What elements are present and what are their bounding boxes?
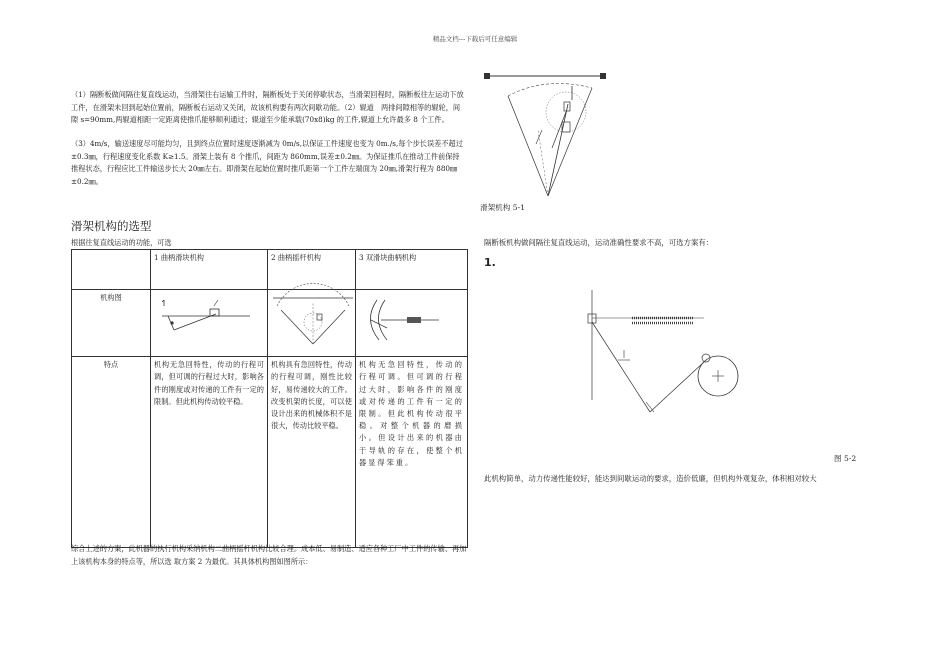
mechanism-comparison-table	[71, 249, 468, 548]
figure-5-2-caption: 图 5-2	[834, 454, 857, 463]
row-label-diagram: 机构图	[72, 290, 151, 357]
double-slider-crank-diagram	[359, 292, 463, 348]
conclusion-paragraph: 综合上述的方案，此机器的执行机构采纳机构二曲柄摇杆机构比较合理。成本低、易制造、适应各种工厂中工件的传输、再加上该机构本身的特点等，所以选 取方案 2 为最优。其具体机构图如图所示：	[71, 544, 467, 566]
page-header: 精品文档---下载后可任意编辑	[432, 35, 518, 43]
requirements-paragraph-2: （3）4m/s，输送速度尽可能均匀，且到终点位置时速度逐渐减为 0m/s,以保证工件速度也变为 0m./s,每个步长误差不超过±0.3㎜，行程速度变化系数 K≥1.5。滑架上装有 8 个推爪，间距为 860mm,误差±0.2㎜。为保证推爪在推动工件前保持推程状态，行程应比工件输送步长大 20㎜左右。即滑架在起始位置时推爪距第一个工件左端面为 20㎜,滑架行程为 880㎜±0.2㎜。	[71, 139, 463, 186]
table-feature-row	[72, 357, 468, 548]
table-header-cell: 2 曲柄摇杆机构	[268, 250, 356, 290]
table-diagram-row	[72, 290, 468, 357]
diagram-cell-1	[151, 290, 268, 357]
diagram-cell-2	[268, 290, 356, 357]
requirements-paragraph-1: （1）隔断板做间隔往复直线运动，当滑架往右运输工件时，隔断板处于关闭停歇状态，当滑架回程时，隔断板往左运动下放工件，在滑架未回到起始位置前，隔断板右运动又关闭，故该机构要有两次间歇功能。（2）辊道 两排间隙相等的辊轮，间隙 s=90mm,两辊道相距一定距离使推爪能够顺利通过；辊道至少能承载(70x8)kg 的工件,辊道上允许最多 8 个工件。	[71, 90, 464, 125]
option-number: 1.	[484, 256, 496, 269]
table-header-cell: 1 曲柄滑块机构	[151, 250, 268, 290]
section-title: 滑架机构的选型	[71, 219, 152, 233]
diagram-cell-3	[356, 290, 468, 357]
partition-mechanism-figure-5-2	[576, 290, 746, 420]
table-header-row	[72, 250, 468, 290]
table-header-cell	[72, 250, 151, 290]
slider-crank-diagram	[154, 292, 264, 342]
intro-text: 根据往复直线运动的功能，可选	[71, 238, 172, 247]
feature-cell: 机构无急回特性，传动的行程可调，但可调的行程过大时，影响各件的刚度或对传递的工件有一定的限制。但此机构传动较平稳。	[151, 357, 268, 548]
table-header-cell: 3 双滑块曲柄机构	[356, 250, 468, 290]
mechanism-evaluation-text: 此机构简单，动力传递性能较好，能达到间歇运动的要求，造价低廉，但机构外观复杂，体积相对较大	[484, 474, 817, 483]
figure-5-1-caption: 滑架机构 5-1	[480, 203, 526, 212]
partition-intro-text: 隔断板机构做间隔往复直线运动，运动准确性要求不高，可选方案有：	[484, 238, 714, 247]
feature-cell: 机构具有急回特性，传动的行程可调，刚性比较好，易传递较大的工件。改变机架的长度，可以使设计出来的机械体积不是很大，传动比较平稳。	[268, 357, 356, 548]
slide-mechanism-figure-5-1	[482, 60, 622, 200]
crank-rocker-diagram	[271, 292, 355, 350]
row-label-features: 特点	[72, 357, 151, 548]
feature-cell: 机构无急回特性，传动的行程可调。但可调的行程过大时，影响各件的刚度或对传递的工件有一定的限制。但此机构传动很平稳。对整个机器的磨损小。但设计出来的机器由于导轨的存在，使整个机器显得笨重。	[356, 357, 468, 548]
